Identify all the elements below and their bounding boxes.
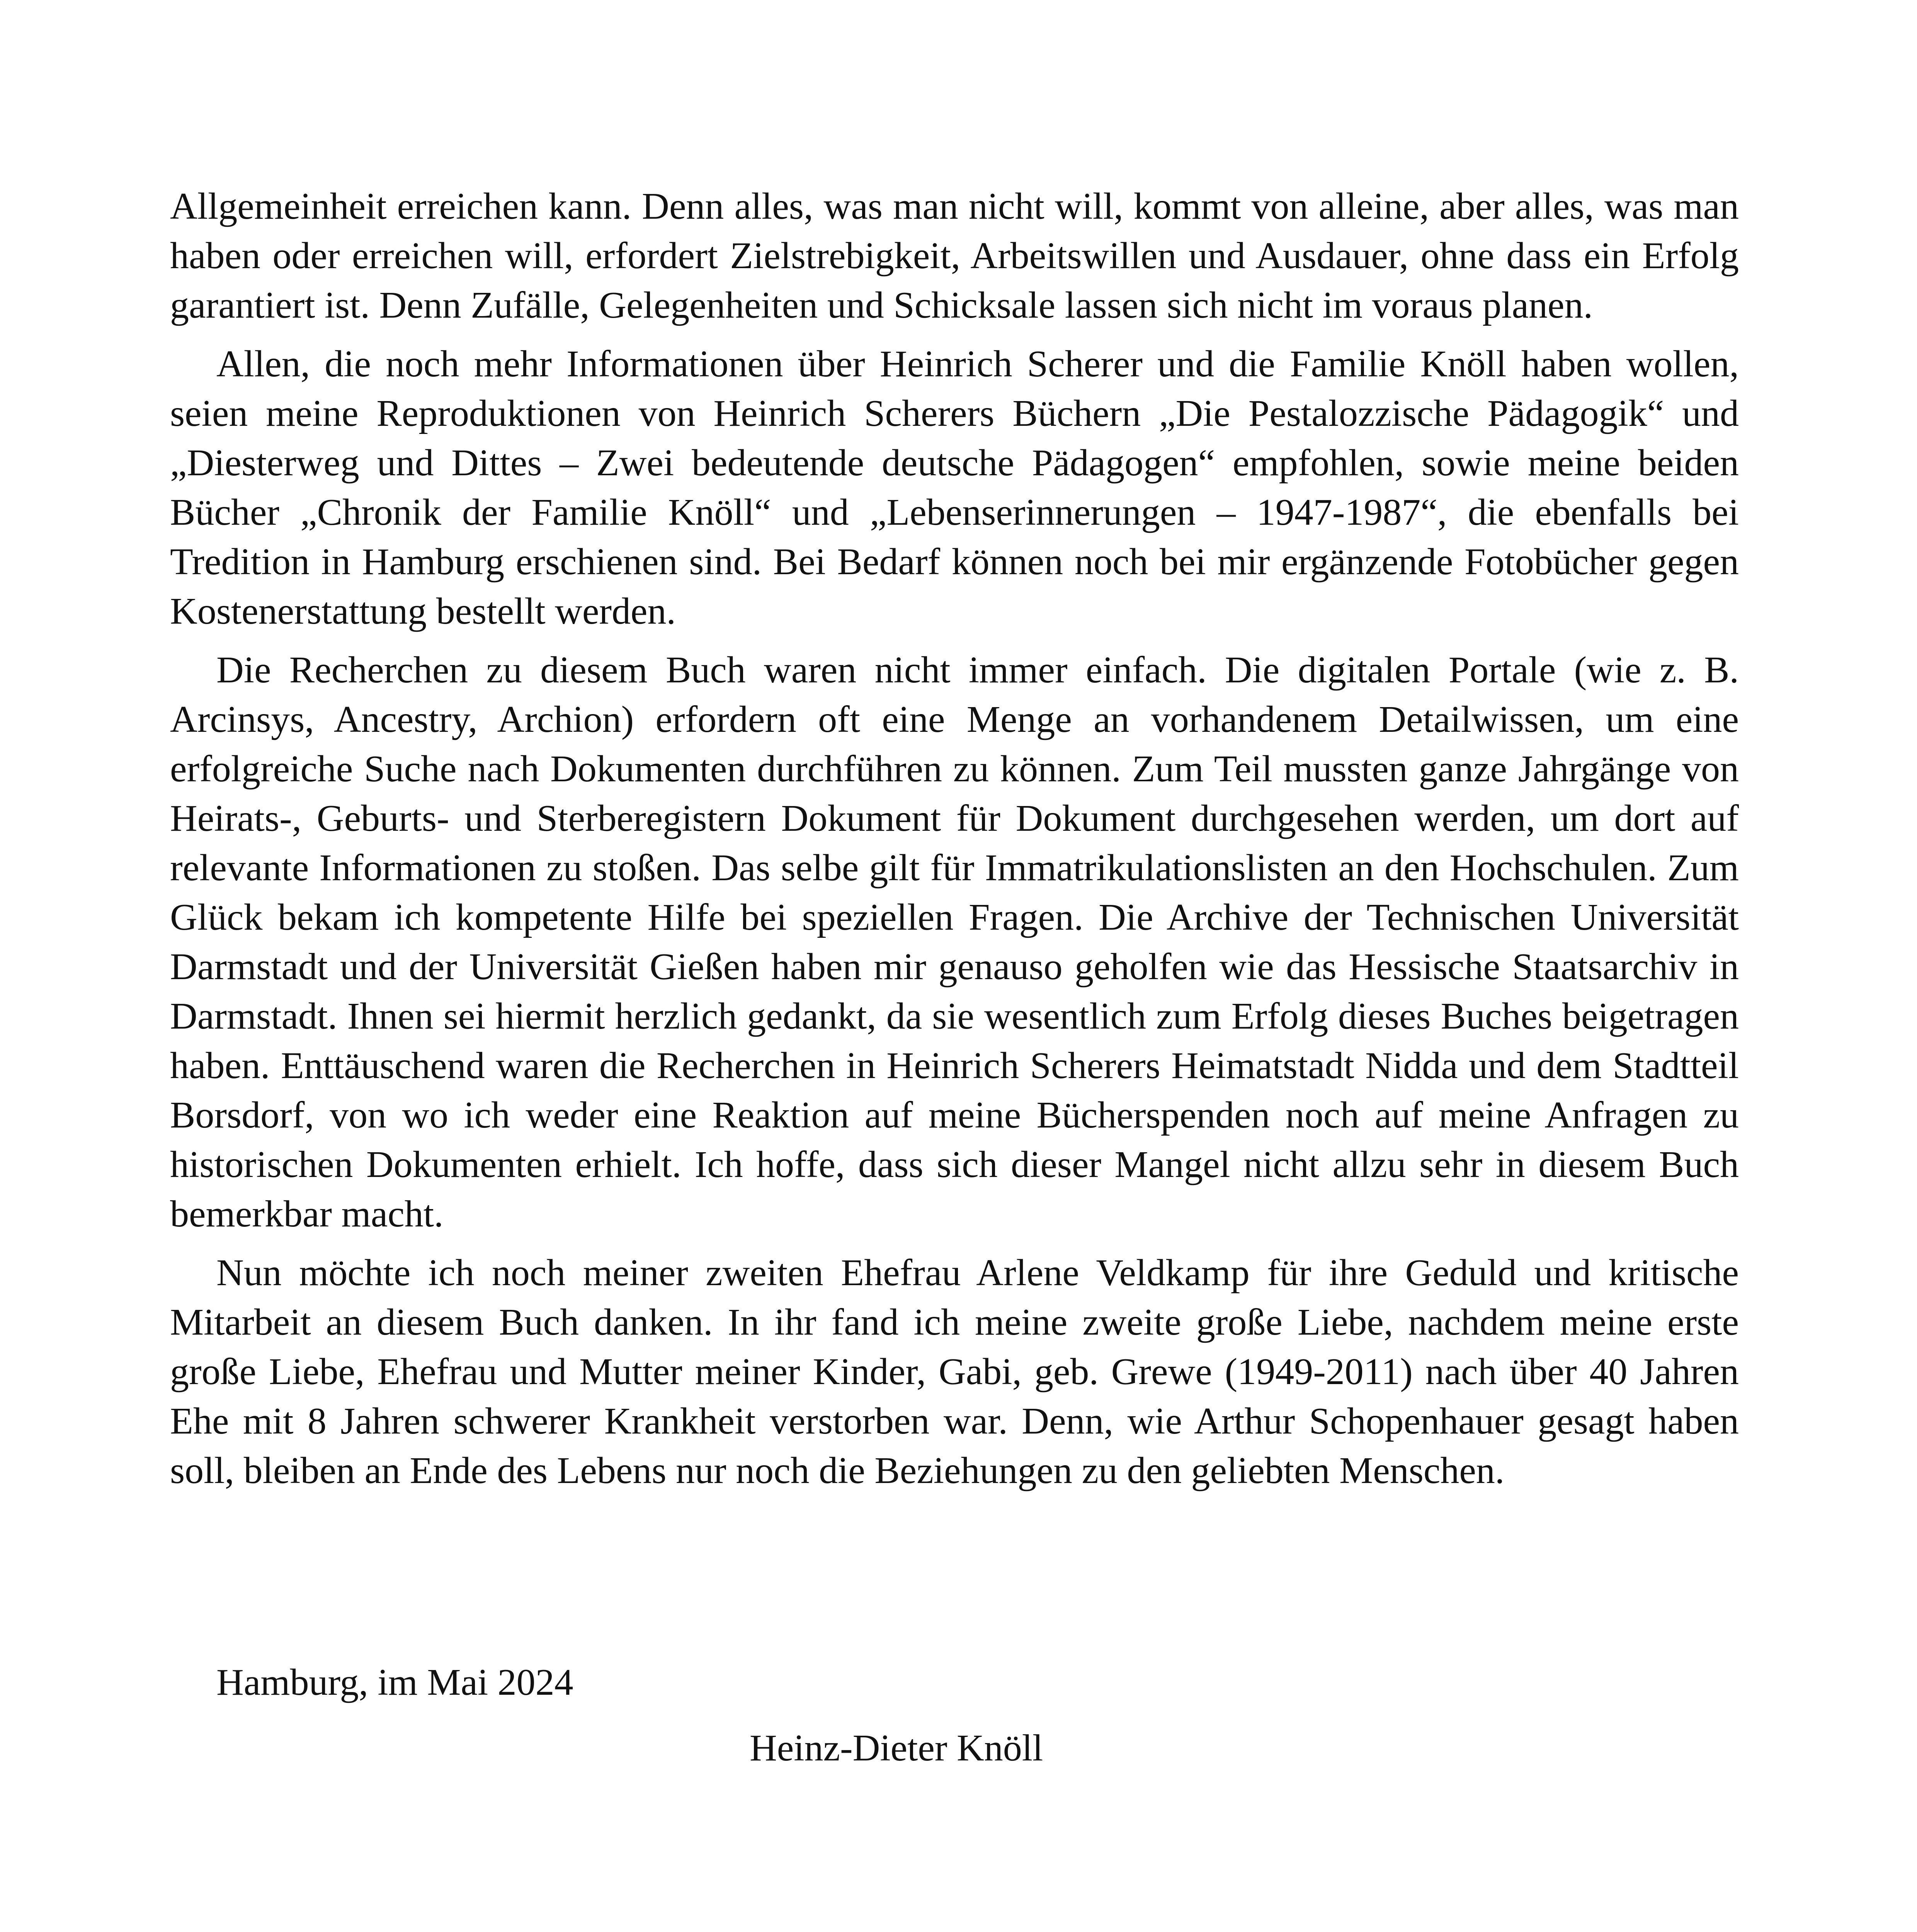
paragraph-4: Nun möchte ich noch meiner zweiten Ehefrau Arlene Veldkamp für ihre Geduld und kritische Mitarbeit an diesem Buch danken. In ihr fand ich meine zweite große Liebe, nachdem meine erste große Liebe, Ehefrau und Mutter meiner Kinder, Gabi, geb. Grewe (1949-2011) nach über 40 Jahren Ehe mit 8 Jahren schwerer Krankheit verstorben war. Denn, wie Arthur Schopenhauer gesagt haben soll, bleiben an Ende des Lebens nur noch die Beziehungen zu den geliebten Menschen.	[170, 1252, 1739, 1492]
body-text	[170, 182, 1739, 1495]
paragraph-3: Die Recherchen zu diesem Buch waren nicht immer einfach. Die digitalen Portale (wie z. B. Arcinsys, Ancestry, Archion) erfordern oft eine Menge an vorhandenem Detailwissen, um eine erfolgreiche Suche nach Dokumenten durchführen zu können. Zum Teil mussten ganze Jahrgänge von Heirats-, Geburts- und Sterberegistern Dokument für Dokument durchgesehen werden, um dort auf relevante Informationen zu stoßen. Das selbe gilt für Immatrikulationslisten an den Hochschulen. Zum Glück bekam ich kompetente Hilfe bei speziellen Fragen. Die Archive der Technischen Universität Darmstadt und der Universität Gießen haben mir genauso geholfen wie das Hessische Staatsarchiv in Darmstadt. Ihnen sei hiermit herzlich gedankt, da sie wesentlich zum Erfolg dieses Buches beigetragen haben. Enttäuschend waren die Recherchen in Heinrich Scherers Heimatstadt Nidda und dem Stadtteil Borsdorf, von wo ich weder eine Reaktion auf meine Bücherspenden noch auf meine Anfragen zu historischen Dokumenten erhielt. Ich hoffe, dass sich dieser Mangel nicht allzu sehr in diesem Buch bemerkbar macht.	[170, 649, 1739, 1235]
author-signature: Heinz-Dieter Knöll	[750, 1727, 1043, 1769]
paragraph-1: Allgemeinheit erreichen kann. Denn alles, was man nicht will, kommt von alleine, aber alles, was man haben oder erreichen will, erfordert Zielstrebigkeit, Arbeitswillen und Ausdauer, ohne dass ein Erfolg garantiert ist. Denn Zufälle, Gelegenheiten und Schicksale lassen sich nicht im voraus planen.	[170, 185, 1739, 326]
paragraph-2: Allen, die noch mehr Informationen über Heinrich Scherer und die Familie Knöll haben wollen, seien meine Reproduktionen von Heinrich Scherers Büchern „Die Pestalozzische Pädagogik“ und „Diesterweg und Dittes – Zwei bedeutende deutsche Pädagogen“ empfohlen, sowie meine beiden Bücher „Chronik der Familie Knöll“ und „Lebenserinnerungen – 1947-1987“, die ebenfalls bei Tredition in Hamburg erschienen sind. Bei Bedarf können noch bei mir ergänzende Fotobücher gegen Kostenerstattung bestellt werden.	[170, 343, 1739, 632]
place-date: Hamburg, im Mai 2024	[216, 1662, 573, 1703]
